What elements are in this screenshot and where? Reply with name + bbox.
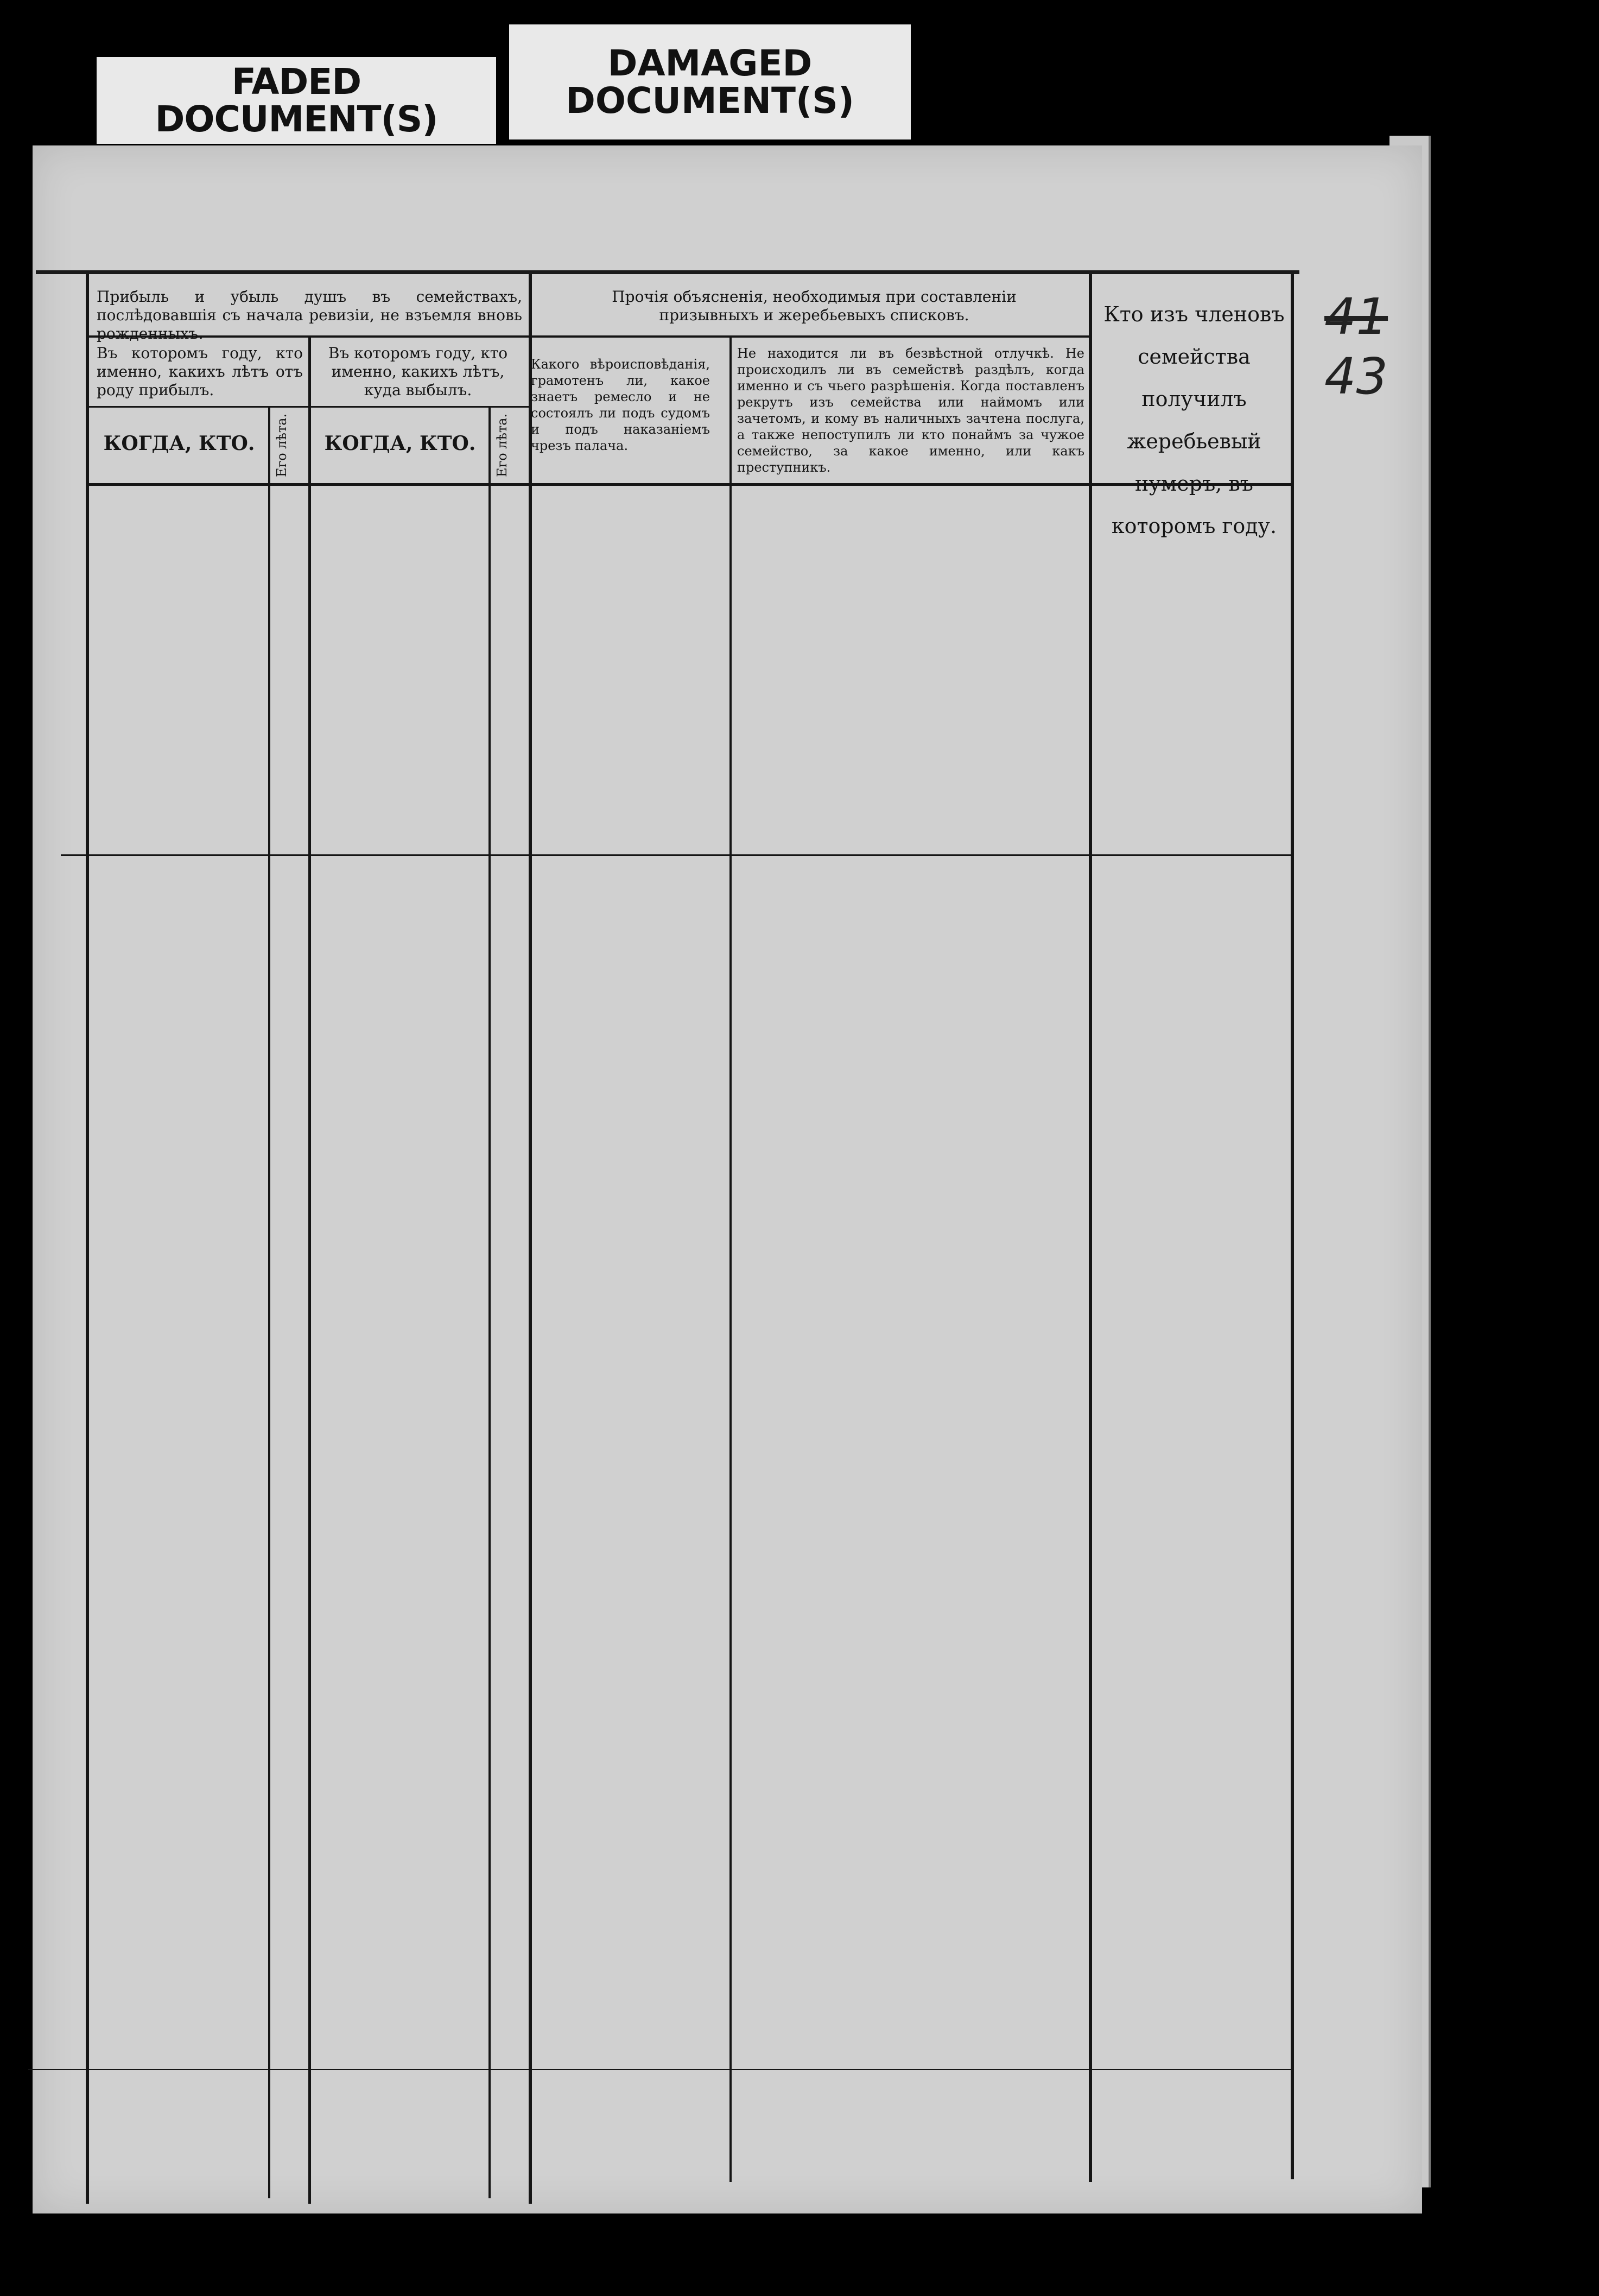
table-top-rule	[36, 270, 1299, 274]
column-rule-left	[86, 274, 89, 2204]
column-rule-religion-right	[729, 337, 732, 2182]
header-gain-loss: Прибыль и убыль душъ въ семействахъ, послѣдовавшія съ начала ревизіи, не взъемля вновь рожденныхъ.	[97, 288, 522, 343]
row-rule-bottom	[28, 2069, 1291, 2070]
row-rule-middle	[61, 854, 1292, 856]
header-age-gain: Его лѣта.	[274, 413, 289, 477]
header-absence: Не находится ли въ безвѣстной отлучкѣ. Не происходилъ ли въ семействѣ раздѣлъ, когда именно и съ чьего разрѣшенія. Когда поставленъ рекрутъ изъ семейства или наймомъ или зачетомъ, и кому въ наличныхъ зачтена послуга, а также непоступилъ ли кто понаймъ за чужое семейство, за какое именно, или какъ преступникъ.	[737, 346, 1084, 475]
column-rule-gain-right	[308, 337, 311, 2204]
header-religion: Какого вѣроисповѣданія, грамотенъ ли, какое знаетъ ремесло и не состоялъ ли подъ судомъ и подъ наказаніемъ чрезъ палача.	[531, 357, 710, 453]
header-when-who-gain: КОГДА, КТО.	[103, 432, 255, 455]
damaged-documents-stamp: DAMAGED DOCUMENT(S)	[509, 24, 911, 139]
faded-documents-stamp: FADED DOCUMENT(S)	[97, 57, 496, 144]
header-when-who-loss: КОГДА, КТО.	[324, 432, 476, 455]
header-gain: Въ которомъ году, кто именно, какихъ лѣтъ отъ роду прибылъ.	[97, 344, 303, 399]
column-rule-right	[1291, 274, 1294, 2179]
header-other-explanations: Прочія объясненія, необходимыя при составленіи призывныхъ и жеребьевыхъ списковъ.	[612, 288, 1017, 324]
folio-number-new: 43	[1324, 347, 1388, 405]
column-rule-loss-age	[488, 407, 491, 2198]
header-age-loss: Его лѣта.	[494, 413, 510, 477]
header-loss: Въ которомъ году, кто именно, какихъ лѣтъ, куда выбылъ.	[328, 344, 508, 399]
column-rule-lot-left	[1089, 274, 1092, 2182]
row-rule-when-who	[88, 406, 531, 408]
column-rule-gain-age	[268, 407, 270, 2198]
header-lot-number: Кто изъ членовъ семейства получилъ жеребьевый нумеръ, въ которомъ году.	[1103, 302, 1285, 538]
folio-number-old: 41	[1324, 288, 1388, 346]
column-rule-group-split	[529, 274, 532, 2204]
